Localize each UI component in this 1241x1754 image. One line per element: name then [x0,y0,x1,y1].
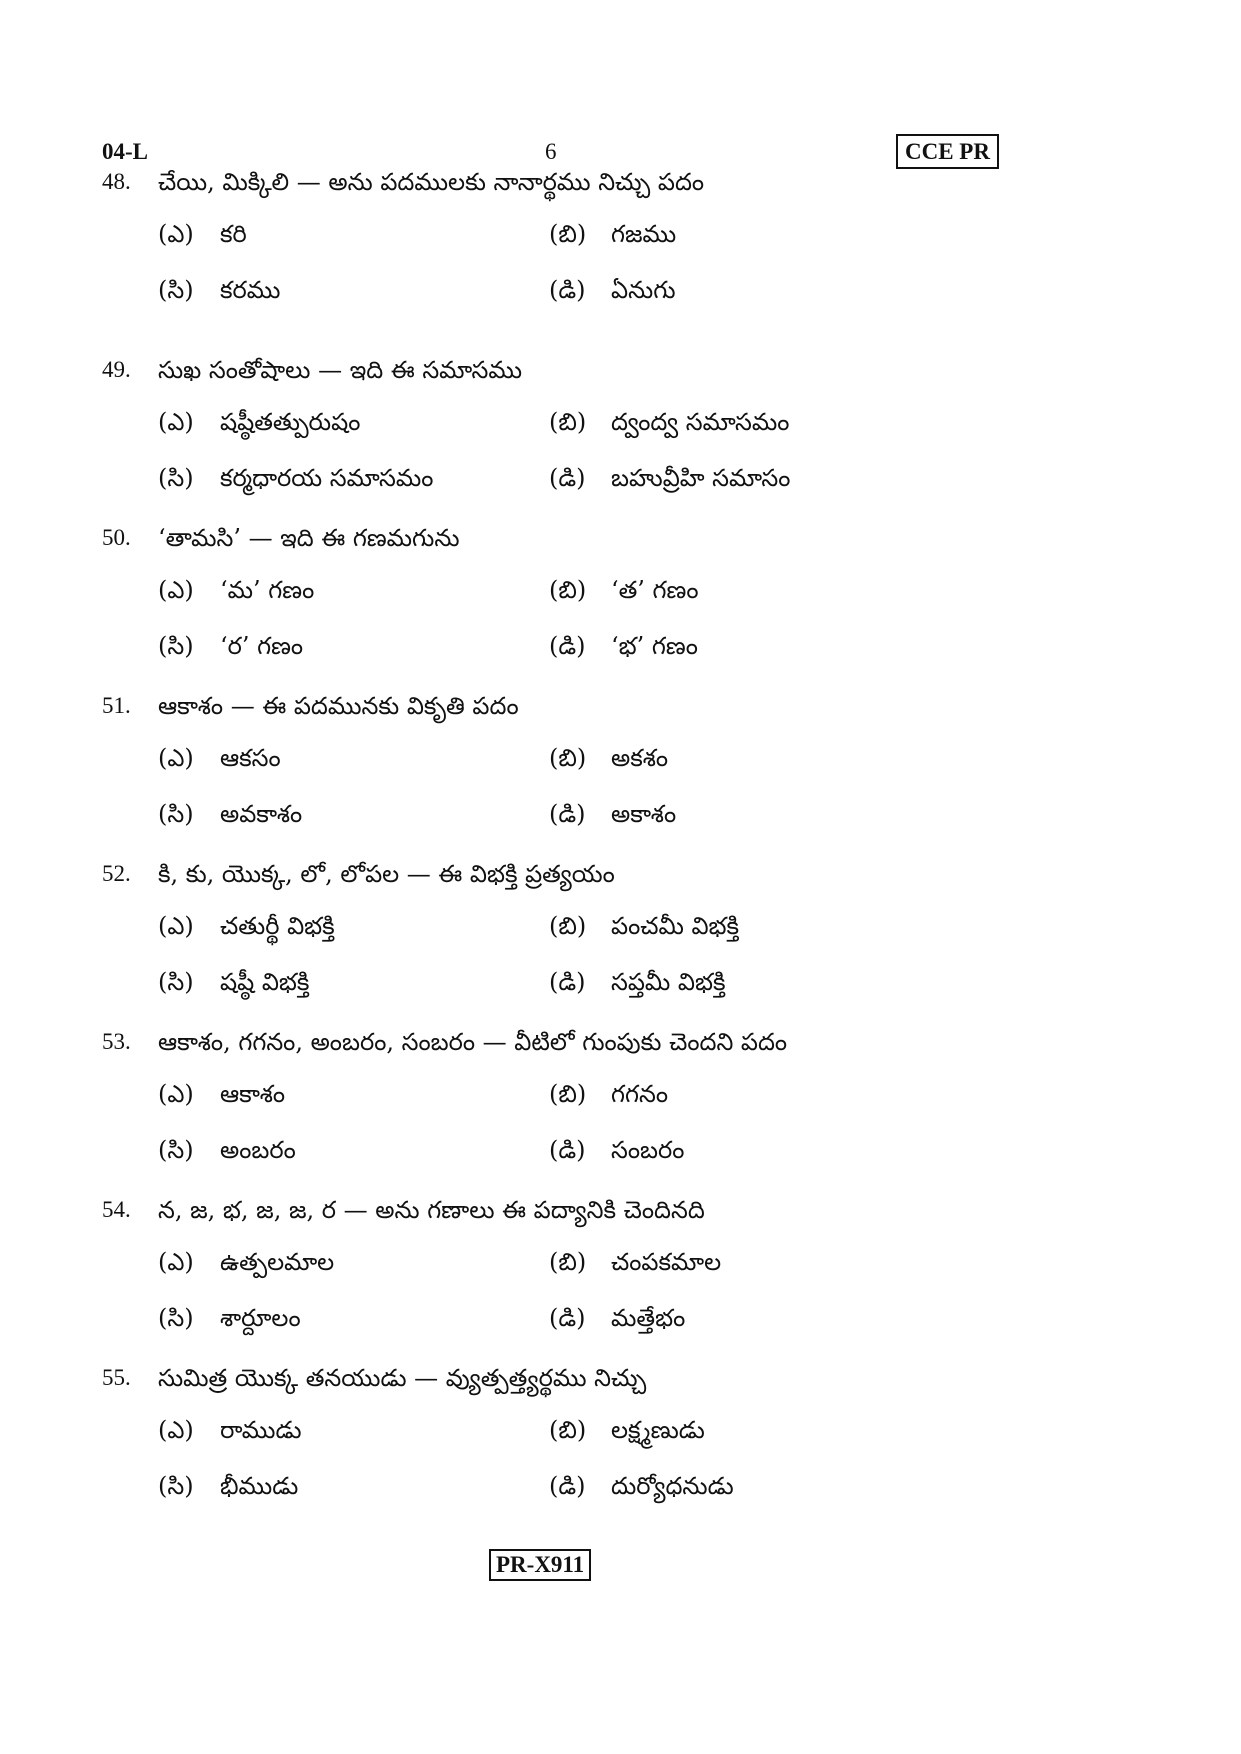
option-row [102,782,1142,838]
option-text: ఉత్పలమాల [220,1248,335,1276]
option-text: మత్తేభం [611,1304,686,1332]
option-label: (ఎ) [158,1248,194,1276]
question-number: 53. [102,1029,131,1054]
question-stem [102,686,1142,726]
option-d [549,274,676,306]
option-label: (ఎ) [158,576,194,604]
header-code: 04-L [102,139,148,164]
option-label: (డి) [549,632,586,660]
option-text: శార్దూలం [220,1304,301,1332]
option-d [549,1134,684,1166]
option-row [102,1454,1142,1510]
question-54 [102,1190,1142,1342]
question-stem [102,1358,1142,1398]
option-c [158,798,302,830]
option-row [102,446,1142,502]
question-number: 51. [102,693,131,718]
option-text: అకశం [611,744,669,772]
question-number: 49. [102,357,131,382]
option-label: (డి) [549,1136,586,1164]
option-a [158,218,247,250]
option-label: (డి) [549,1472,586,1500]
option-text: పంచమీ విభక్తి [611,912,740,940]
option-label: (ఎ) [158,408,194,436]
question-text: కి, కు, యొక్క, లో, లోపల — ఈ విభక్తి ప్రత్యయం [158,860,615,888]
option-text: సప్తమీ విభక్తి [611,968,726,996]
option-d [549,798,676,830]
question-text: ‘తామసి’ — ఇది ఈ గణమగును [158,524,460,552]
option-a [158,1078,285,1110]
option-label: (బి) [549,576,587,604]
option-text: ఏనుగు [611,276,676,304]
option-label: (బి) [549,1248,587,1276]
option-label: (సి) [158,968,194,996]
option-c [158,966,309,998]
question-stem [102,854,1142,894]
question-48 [102,162,1142,314]
option-c [158,1134,296,1166]
option-label: (డి) [549,1304,586,1332]
option-row [102,558,1142,614]
option-text: కర్మధారయ సమాసమం [220,464,434,492]
question-52 [102,854,1142,1006]
option-row [102,1118,1142,1174]
question-number: 48. [102,169,131,194]
option-text: ‘మ’ గణం [220,576,315,604]
option-label: (సి) [158,1136,194,1164]
question-text: సుమిత్ర యొక్క తనయుడు — వ్యుత్పత్త్యర్థము నిచ్చు [158,1364,647,1392]
option-b [549,1246,721,1278]
option-b [549,574,699,606]
question-49 [102,350,1142,502]
option-label: (సి) [158,800,194,828]
option-text: కరి [220,220,247,248]
option-d [549,1470,734,1502]
option-row [102,614,1142,670]
option-d [549,462,790,494]
option-c [158,462,433,494]
option-row [102,202,1142,258]
question-51 [102,686,1142,838]
question-text: చేయి, మిక్కిలి — అను పదములకు నానార్థము నిచ్చు పదం [158,168,705,196]
option-row [102,258,1142,314]
option-text: షష్ఠీతత్పురుషం [220,408,361,436]
option-a [158,910,335,942]
option-label: (బి) [549,1416,587,1444]
option-label: (సి) [158,632,194,660]
option-text: ఆకాశం [220,1080,286,1108]
option-d [549,1302,685,1334]
option-row [102,1230,1142,1286]
series-code-box: CCE PR [896,134,999,169]
question-number: 55. [102,1365,131,1390]
option-text: అవకాశం [220,800,303,828]
option-b [549,742,668,774]
option-a [158,1246,334,1278]
option-text: ఆకసం [220,744,281,772]
question-number: 54. [102,1197,131,1222]
option-label: (ఎ) [158,220,194,248]
option-text: ‘ర’ గణం [220,632,304,660]
option-a [158,1414,302,1446]
option-a [158,574,314,606]
option-label: (ఎ) [158,912,194,940]
option-row [102,1062,1142,1118]
option-text: ద్వంద్వ సమాసమం [611,408,790,436]
option-text: గగనం [611,1080,668,1108]
question-number: 52. [102,861,131,886]
option-text: అంబరం [220,1136,296,1164]
question-stem [102,1190,1142,1230]
option-text: రాముడు [220,1416,302,1444]
option-c [158,274,280,306]
option-b [549,218,676,250]
question-text: ఆకాశం — ఈ పదమునకు వికృతి పదం [158,692,519,720]
option-label: (ఎ) [158,744,194,772]
option-b [549,910,739,942]
option-row [102,1398,1142,1454]
option-a [158,406,360,438]
option-row [102,1286,1142,1342]
option-row [102,726,1142,782]
option-text: ‘త’ గణం [611,576,699,604]
footer-code-box: PR-X911 [489,1549,591,1581]
option-text: చతుర్థీ విభక్తి [220,912,335,940]
option-label: (డి) [549,968,586,996]
option-label: (సి) [158,1472,194,1500]
question-stem [102,1022,1142,1062]
option-label: (సి) [158,1304,194,1332]
option-text: దుర్యోధనుడు [611,1472,734,1500]
option-text: కరము [220,276,281,304]
question-number: 50. [102,525,131,550]
option-d [549,630,698,662]
option-text: భీముడు [220,1472,299,1500]
option-label: (బి) [549,744,587,772]
question-text: సుఖ సంతోషాలు — ఇది ఈ సమాసము [158,356,523,384]
page-number: 6 [545,139,557,164]
question-53 [102,1022,1142,1174]
option-label: (బి) [549,912,587,940]
option-label: (ఎ) [158,1080,194,1108]
option-label: (ఎ) [158,1416,194,1444]
option-text: గజము [611,220,677,248]
option-b [549,1078,668,1110]
option-text: ‘భ’ గణం [611,632,698,660]
option-c [158,630,303,662]
option-label: (బి) [549,408,587,436]
option-label: (సి) [158,276,194,304]
option-label: (డి) [549,276,586,304]
option-row [102,390,1142,446]
option-d [549,966,726,998]
option-row [102,894,1142,950]
question-stem [102,162,1142,202]
question-text: ఆకాశం, గగనం, అంబరం, సంబరం — వీటిలో గుంపుకు చెందని పదం [158,1028,788,1056]
option-a [158,742,281,774]
option-text: బహువ్రీహి సమాసం [611,464,791,492]
question-50 [102,518,1142,670]
option-text: షష్ఠీ విభక్తి [220,968,310,996]
option-label: (డి) [549,800,586,828]
question-55 [102,1358,1142,1510]
option-label: (బి) [549,220,587,248]
option-label: (డి) [549,464,586,492]
option-b [549,1414,705,1446]
option-row [102,950,1142,1006]
option-label: (సి) [158,464,194,492]
option-b [549,406,789,438]
option-text: అకాశం [611,800,677,828]
option-text: లక్ష్మణుడు [611,1416,705,1444]
option-label: (బి) [549,1080,587,1108]
option-text: సంబరం [611,1136,685,1164]
question-stem [102,350,1142,390]
question-stem [102,518,1142,558]
option-c [158,1302,301,1334]
option-c [158,1470,298,1502]
option-text: చంపకమాల [611,1248,722,1276]
question-text: న, జ, భ, జ, జ, ర — అను గణాలు ఈ పద్యానికి చెందినది [158,1196,705,1224]
